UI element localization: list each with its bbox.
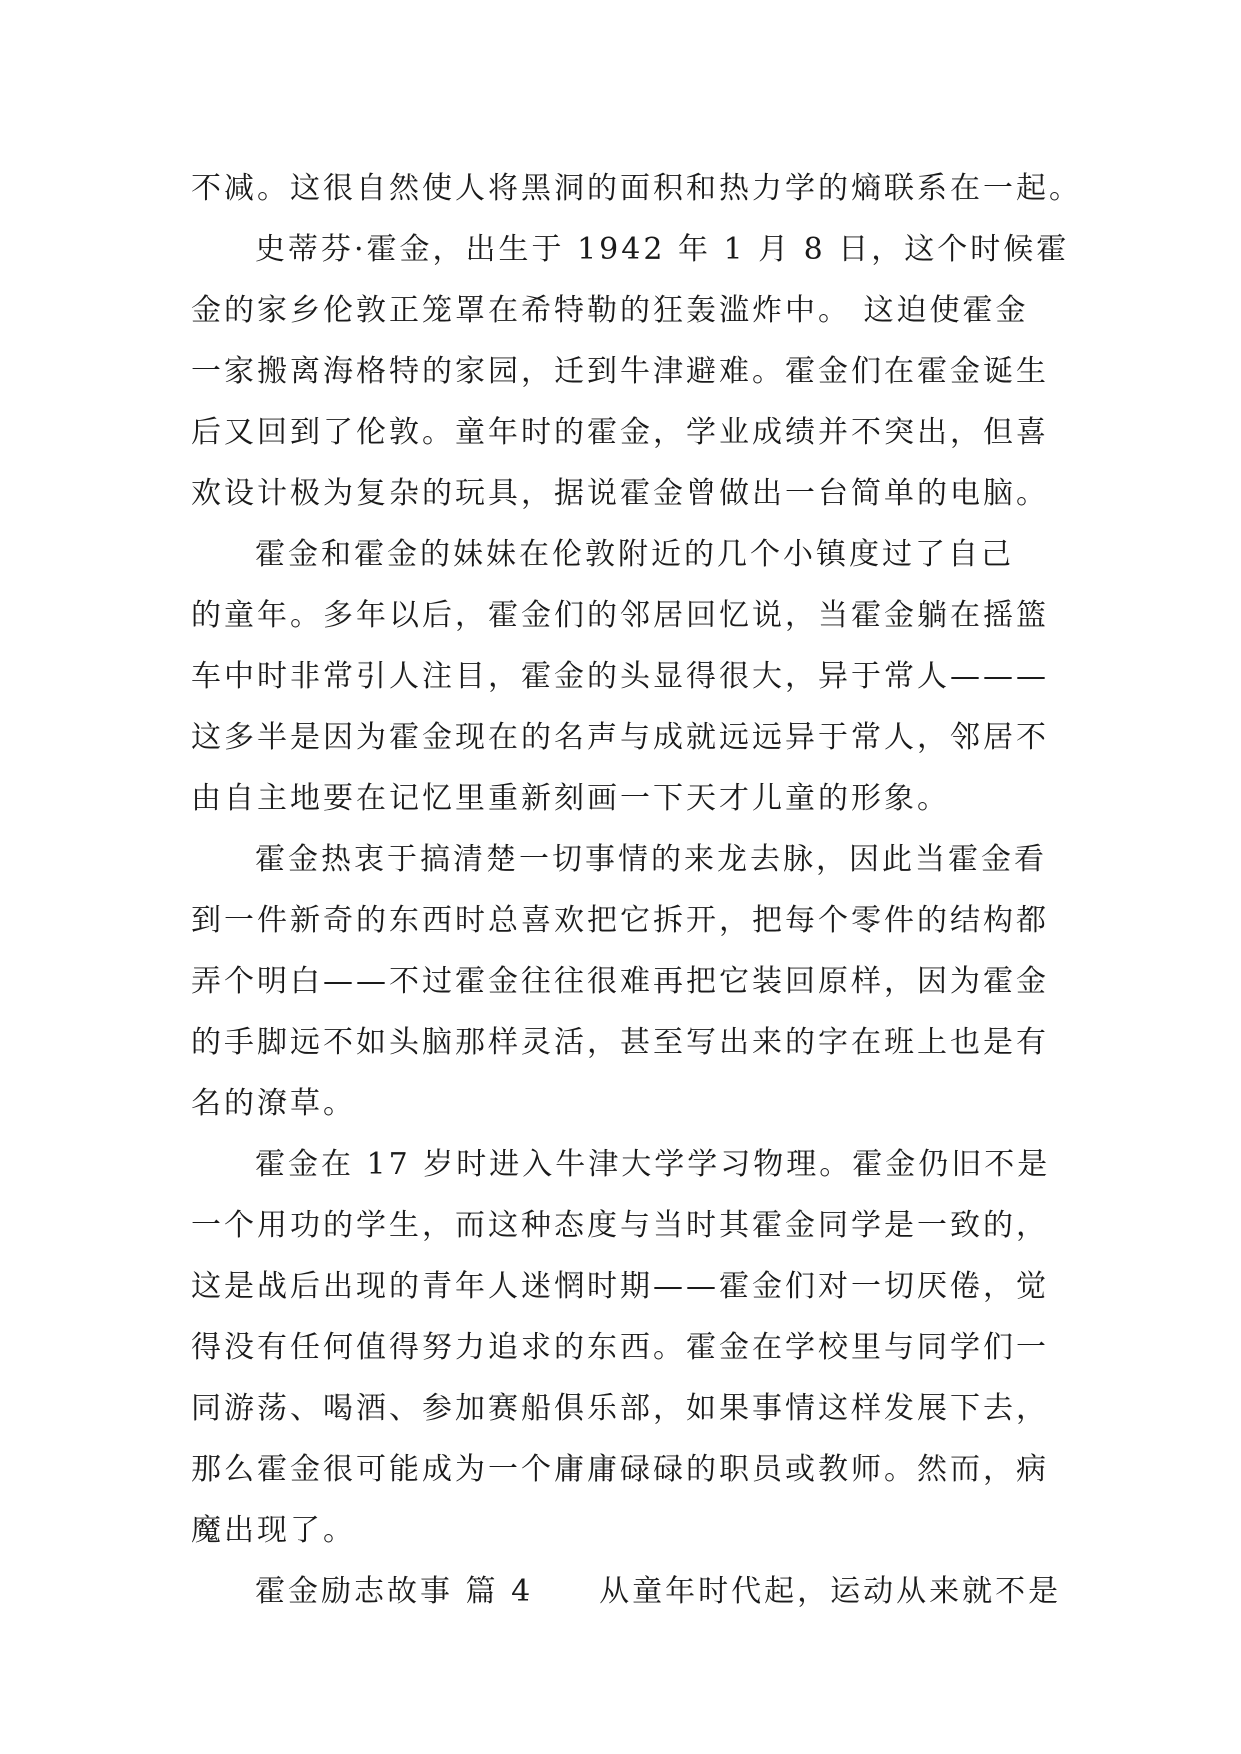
text-line: 的童年。多年以后，霍金们的邻居回忆说，当霍金躺在摇篮 bbox=[191, 598, 1049, 633]
text-line: 霍金在 17 岁时进入牛津大学学习物理。霍金仍旧不是 bbox=[255, 1147, 1051, 1182]
text-line: 后又回到了伦敦。童年时的霍金，学业成绩并不突出，但喜 bbox=[191, 415, 1049, 450]
text-line: 一个用功的学生，而这种态度与当时其霍金同学是一致的， bbox=[191, 1208, 1049, 1243]
text-line: 霍金热衷于搞清楚一切事情的来龙去脉，因此当霍金看 bbox=[255, 842, 1047, 877]
text-line: 到一件新奇的东西时总喜欢把它拆开，把每个零件的结构都 bbox=[191, 903, 1049, 938]
text-line: 这多半是因为霍金现在的名声与成就远远异于常人，邻居不 bbox=[191, 720, 1049, 755]
text-line: 车中时非常引人注目，霍金的头显得很大，异于常人——— bbox=[191, 659, 1049, 694]
text-line: 史蒂芬·霍金，出生于 1942 年 1 月 8 日，这个时候霍 bbox=[255, 232, 1070, 267]
text-line: 霍金和霍金的妹妹在伦敦附近的几个小镇度过了自己 bbox=[255, 537, 1014, 572]
body-text bbox=[191, 158, 1082, 1622]
text-line: 那么霍金很可能成为一个庸庸碌碌的职员或教师。然而，病 bbox=[191, 1452, 1049, 1487]
text-line: 弄个明白——不过霍金往往很难再把它装回原样，因为霍金 bbox=[191, 964, 1049, 999]
text-line: 名的潦草。 bbox=[191, 1086, 356, 1121]
text-line: 得没有任何值得努力追求的东西。霍金在学校里与同学们一 bbox=[191, 1330, 1049, 1365]
text-line: 魔出现了。 bbox=[191, 1513, 356, 1548]
text-line: 金的家乡伦敦正笼罩在希特勒的狂轰滥炸中。 这迫使霍金 bbox=[191, 293, 1029, 328]
text-line: 由自主地要在记忆里重新刻画一下天才儿童的形象。 bbox=[191, 781, 950, 816]
text-line: 这是战后出现的青年人迷惘时期——霍金们对一切厌倦，觉 bbox=[191, 1269, 1049, 1304]
text-line: 不减。这很自然使人将黑洞的面积和热力学的熵联系在一起。 bbox=[191, 171, 1082, 206]
text-line: 欢设计极为复杂的玩具，据说霍金曾做出一台简单的电脑。 bbox=[191, 476, 1049, 511]
text-line: 的手脚远不如头脑那样灵活，甚至写出来的字在班上也是有 bbox=[191, 1025, 1049, 1060]
text-line: 一家搬离海格特的家园，迁到牛津避难。霍金们在霍金诞生 bbox=[191, 354, 1049, 389]
text-line: 霍金励志故事 篇 4 从童年时代起，运动从来就不是 bbox=[255, 1574, 1062, 1609]
text-line: 同游荡、喝酒、参加赛船俱乐部，如果事情这样发展下去， bbox=[191, 1391, 1049, 1426]
